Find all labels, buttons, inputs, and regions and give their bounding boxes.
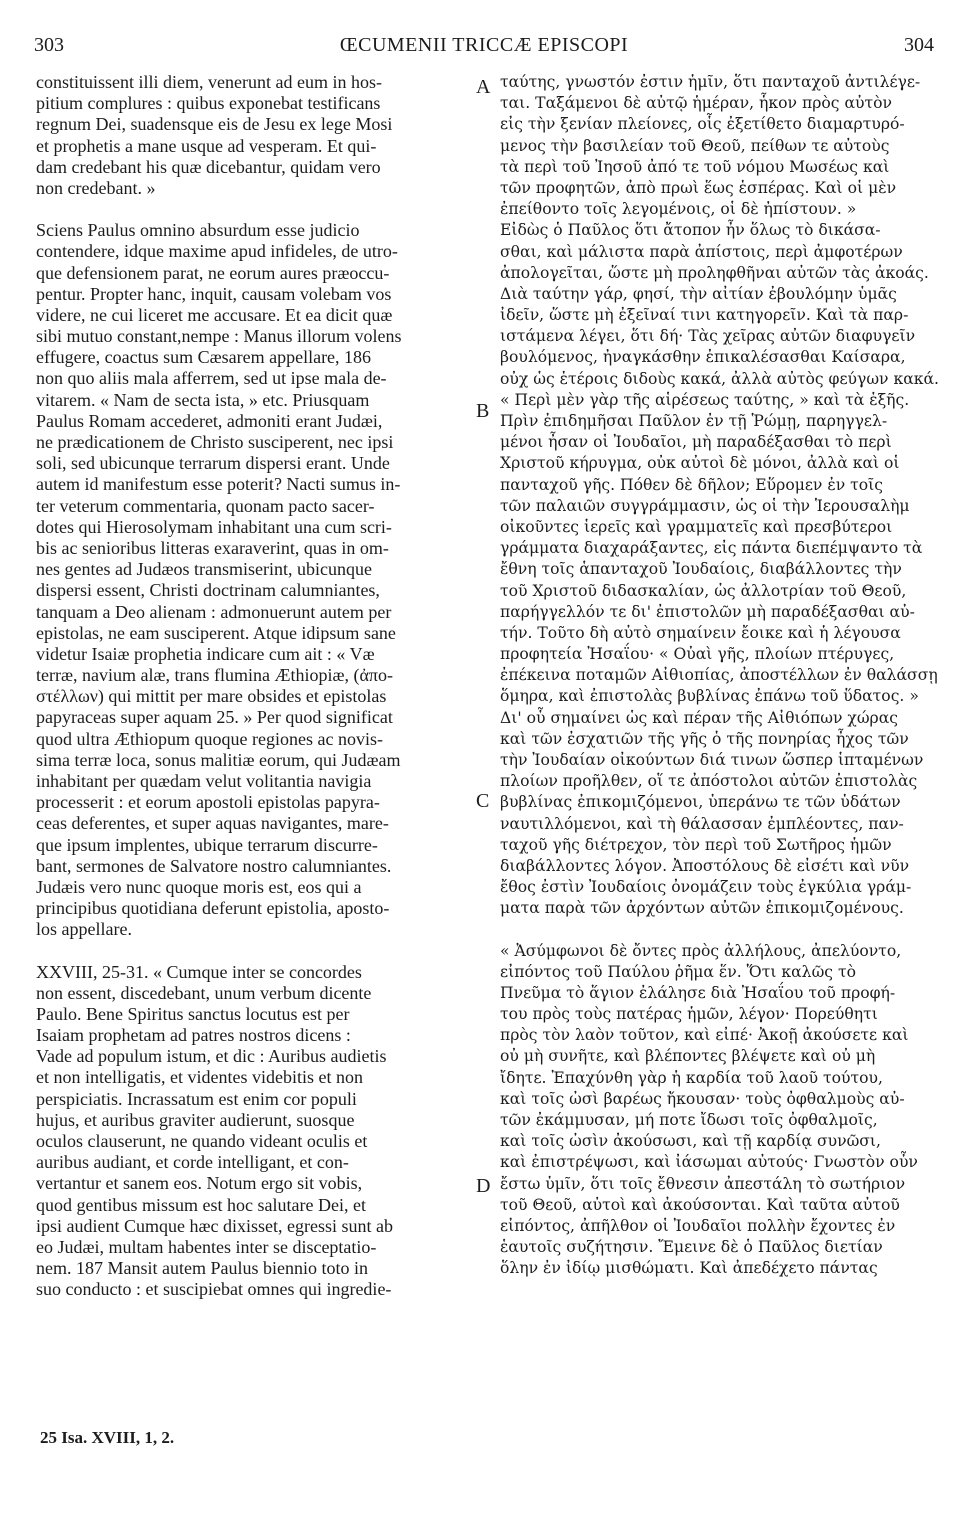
text-line: γράμματα διαχαράξαντες, εἰς πάντα διεπέμψαντο τὰ [500, 539, 923, 558]
text-line: pitium complures : quibus exponebat testificans [36, 93, 381, 114]
text-line: nem. 187 Mansit autem Paulus biennio toto in [36, 1258, 368, 1279]
text-line: ἔστω ὑμῖν, ὅτι τοῖς ἔθνεσιν ἀπεστάλη τὸ σωτήριον [500, 1174, 906, 1193]
text-line: διαβάλλοντες λόγον. Ἀποστόλους δὲ εἰσέτι καὶ νῦν [500, 856, 910, 875]
text-line: et non intelligatis, et videntes videbitis et non [36, 1067, 363, 1088]
page-number-left: 303 [34, 34, 64, 56]
text-line: μένοι ἦσαν οἱ Ἰουδαῖοι, μὴ παραδέξασθαι τὸ περὶ [500, 433, 892, 452]
text-line: sima terræ loca, sonus malitiæ eorum, qui Judæam [36, 749, 401, 770]
text-line: ἰδεῖν, ὥστε μὴ ἐξεῖναί τινι κατηγορεῖν. Καὶ τὰ παρ- [500, 306, 909, 325]
text-line: Vade ad populum istum, et dic : Auribus audietis [36, 1046, 387, 1067]
greek-column [500, 72, 939, 1280]
text-line: quod ultra Æthiopum quoque regiones ac novis- [36, 728, 383, 749]
latin-column [36, 72, 468, 1301]
text-line: soli, sed ubicunque terrarum dispersi erant. Unde [36, 453, 390, 474]
text-line: ἀπολογεῖται, ὥστε μὴ προληφθῆναι αὐτῶν τὰς ἀκοάς. [500, 263, 929, 282]
latin-block-2 [36, 220, 468, 940]
text-line: καὶ ἐπιστρέψωσι, καὶ ἰάσωμαι αὐτούς· Γνωστὸν οὖν [500, 1153, 918, 1172]
text-line: βυβλίνας ἐπικομιζόμενοι, ὑπεράνω τε τῶν ὑδάτων [500, 793, 901, 812]
text-line: τῶν προφητῶν, ἀπὸ πρωὶ ἕως ἑσπέρας. Καὶ οἱ μὲν [500, 178, 897, 197]
text-line: principibus quotidiana deferunt epistolia, aposto- [36, 898, 390, 919]
latin-block-3 [36, 962, 468, 1301]
text-line: ter veterum commentaria, quonam pacto sacer- [36, 495, 375, 516]
text-line: ἐπέκεινα ποταμῶν Αἰθιοπίας, ἀποστέλλων ἐν θαλάσσῃ [500, 666, 938, 685]
text-line: ἐπείθοντο τοῖς λεγομένοις, οἱ δὲ ἠπίστουν. » [500, 200, 857, 219]
text-line: ne prædicationem de Christo susciperent, nec ipsi [36, 432, 394, 452]
text-line: bant, sermones de Salvatore nostro calumniantes. [36, 855, 392, 876]
text-line: suo conducto : et suscipiebat omnes qui ingredie- [36, 1279, 392, 1300]
text-line: ἔθος ἐστὶν Ἰουδαίοις ὀνομάζειν τοὺς ἐγκύλια γράμ- [500, 878, 912, 897]
text-line: pentur. Propter hanc, inquit, causam volebam vos [36, 283, 392, 304]
text-line: οὐχ ὡς ἑτέροις διδοὺς κακά, ἀλλὰ αὐτὸς φεύγων κακά. [500, 369, 939, 388]
text-line: μενος τὴν βασιλείαν τοῦ Θεοῦ, πείθων τε αὐτοὺς [500, 136, 890, 155]
text-line: videtur Isaiæ prophetia indicare cum ait : « Væ [36, 643, 375, 664]
text-line: Δι' οὗ σημαίνει ὡς καὶ πέραν τῆς Αἰθιόπων χώρας [500, 708, 898, 727]
text-line: ταύτης, γνωστόν ἐστιν ἡμῖν, ὅτι πανταχοῦ ἀντιλέγε- [500, 73, 921, 91]
text-line: vitarem. « Nam de secta ista, » etc. Priusquam [36, 389, 370, 410]
text-line: dam credebant his quæ dicebantur, quidam vero [36, 156, 381, 177]
text-line: προφητεία Ἠσαΐου· « Οὐαὶ γῆς, πλοίων πτέρυγες, [500, 645, 895, 664]
text-line: καὶ τοῖς ὠσὶν ἀκούσωσι, καὶ τῇ καρδίᾳ συνῶσι, [500, 1132, 881, 1151]
footnote: 25 Isa. XVIII, 1, 2. [40, 1428, 175, 1447]
text-line: non quo aliis mala afferrem, sed ut ipse mala de- [36, 368, 387, 389]
text-line: ται. Ταξάμενοι δὲ αὐτῷ ἡμέραν, ἧκον πρὸς αὐτὸν [500, 94, 892, 113]
text-line: τὰ περὶ τοῦ Ἰησοῦ ἀπό τε τοῦ νόμου Μωσέως καὶ [500, 157, 890, 176]
greek-block-2 [500, 941, 932, 1280]
text-line: Judæis vero nunc quoque moris est, eos qui a [36, 876, 362, 897]
text-line: παρήγγελλόν τε δι' ἐπιστολῶν μὴ παραδέξασθαι αὐ- [500, 602, 915, 621]
text-line: que defensionem parat, ne eorum aures præoccu- [36, 262, 390, 283]
text-line: τοῦ Χριστοῦ διδασκαλίαν, ὡς ἀλλοτρίαν τοῦ Θεοῦ, [500, 581, 907, 600]
text-line: los appellare. [36, 919, 132, 940]
text-line: Paulo. Bene Spiritus sanctus locutus est per [36, 1003, 350, 1024]
text-line: vertantur et sanem eos. Notum ergo sit vobis, [36, 1173, 363, 1194]
text-line: quod gentibus missum est hoc salutare Dei, et [36, 1194, 366, 1215]
text-line: βουλόμενος, ἠναγκάσθην ἐπικαλέσασθαι Καίσαρα, [500, 348, 906, 367]
text-line: τῶν ἐκάμμυσαν, μή ποτε ἴδωσι τοῖς ὀφθαλμοῖς, [500, 1111, 878, 1129]
text-line: que ipsum implentes, ubique terrarum discurre- [36, 834, 378, 855]
text-line: τὴν Ἰουδαίαν οἰκούντων διά τινων ὥσπερ ἱπταμένων [500, 751, 924, 769]
text-line: του πρὸς τοὺς πατέρας ἡμῶν, λέγον· Πορεύθητι [500, 1005, 878, 1024]
text-line: ιστάμενα λέγει, ὅτι δή· Τὰς χεῖρας αὐτῶν διαφυγεῖν [500, 327, 916, 346]
text-line: videre, ne cui liceret me accusare. Et ea dicit quæ [36, 304, 393, 325]
text-line: εἰπόντος, ἀπῆλθον οἱ Ἰουδαῖοι πολλὴν ἔχοντες ἐν [500, 1216, 896, 1235]
text-line: πρὸς τὸν λαὸν τοῦτον, καὶ εἰπέ· Ἀκοῇ ἀκούσετε καὶ [500, 1026, 909, 1045]
text-line: ceas deferentes, et super aquas navigantes, mare- [36, 813, 389, 834]
text-line: « Ἀσύμφωνοι δὲ ὄντες πρὸς ἀλλήλους, ἀπελύοντο, [500, 941, 902, 960]
text-line: constituissent illi diem, venerunt ad eum in hos- [36, 72, 382, 92]
text-line: Isaiam prophetam ad patres nostros dicens : [36, 1025, 351, 1046]
margin-marker-d: D [476, 1175, 491, 1197]
text-line: non essent, discedebant, unum verbum dicente [36, 982, 372, 1003]
text-line: contendere, idque maxime apud infideles, de utro- [36, 241, 398, 262]
greek-block-1 [500, 72, 939, 920]
text-line: nes gentes ad Judæos transmiserint, ubicunque [36, 559, 372, 580]
text-line: στέλλων) qui mittit per mare obsides et epistolas [36, 686, 387, 707]
text-line: inhabitant per quædam velut volitantia navigia [36, 771, 372, 791]
text-line: sibi mutuo constant,nempe : Manus illorum volens [36, 326, 402, 347]
text-line: hujus, et auribus graviter audierunt, suosque [36, 1109, 355, 1130]
running-title: ŒCUMENII TRICCÆ EPISCOPI [339, 34, 629, 56]
text-line: Εἰδὼς ὁ Παῦλος ὅτι ἄτοπον ἦν ὅλως τὸ δικάσα- [500, 221, 881, 240]
text-line: Πρὶν ἐπιδημῆσαι Παῦλον ἐν τῇ Ῥώμῃ, παρηγγελ- [500, 412, 888, 430]
margin-marker-c: C [476, 790, 490, 812]
text-line: eo Judæi, multam habentes inter se disceptatio- [36, 1236, 377, 1257]
text-line: πανταχοῦ γῆς. Πόθεν δὲ δῆλον; Εὕρομεν ἐν τοῖς [500, 475, 884, 494]
text-line: τῶν παλαιῶν συγγράμμασιν, ὡς οἱ τὴν Ἱερουσαλὴμ [500, 496, 910, 515]
text-line: εἰπόντος τοῦ Παύλου ῥῆμα ἕν. Ὅτι καλῶς τὸ [500, 962, 856, 981]
text-line: « Περὶ μὲν γὰρ τῆς αἱρέσεως ταύτης, » καὶ τὰ ἑξῆς. [500, 390, 910, 409]
text-line: οὐ μὴ συνῆτε, καὶ βλέποντες βλέψετε καὶ οὐ μὴ [500, 1047, 876, 1066]
text-line: dotes qui Hierosolymam inhabitant una cum scri- [36, 516, 392, 537]
latin-block-1 [36, 72, 468, 199]
margin-marker-a: A [476, 76, 491, 98]
text-line: Sciens Paulus omnino absurdum esse judicio [36, 220, 360, 241]
text-line: tanquam a Deo alienam : admonuerunt autem per [36, 601, 392, 622]
text-line: et prophetis a mane usque ad vesperam. Et qui- [36, 135, 377, 156]
text-line: ὅμηρα, καὶ ἐπιστολὰς βυβλίνας ἐπάνω τοῦ ὕδατος. » [500, 687, 919, 706]
text-line: autem id manifestum esse poterit? Nacti sumus in- [36, 474, 401, 495]
text-line: epistolas, ne eam susciperent. Atque idipsum sane [36, 622, 396, 643]
text-line: πλοίων προῆλθεν, οἵ τε ἀπόστολοι αὐτῶν ἐπιστολὰς [500, 772, 918, 791]
text-line: εἰς τὴν ξενίαν πλείονες, οἷς ἐξετίθετο διαμαρτυρό- [500, 115, 905, 134]
text-line: καὶ τοῖς ὠσὶ βαρέως ἤκουσαν· τοὺς ὀφθαλμοὺς αὐ- [500, 1089, 905, 1108]
text-line: non credebant. » [36, 177, 156, 198]
text-line: bis ac senioribus litteras exaraverint, quas in om- [36, 537, 389, 558]
text-line: ἔθνη τοῖς ἁπανταχοῦ Ἰουδαίοις, διαβάλλοντες τὴν [500, 560, 902, 579]
text-line: τήν. Τοῦτο δὴ αὐτὸ σημαίνειν ἔοικε καὶ ἡ λέγουσα [500, 623, 901, 642]
text-line: Διὰ ταύτην γάρ, φησί, τὴν αἰτίαν ἐβουλόμην ὑμᾶς [500, 284, 897, 303]
text-line: dispersi essent, Christi doctrinam calumniantes, [36, 580, 380, 601]
text-line: καὶ τῶν ἐσχατιῶν τῆς γῆς ὁ τῆς πονηρίας ἦχος τῶν [500, 729, 909, 748]
margin-marker-b: B [476, 400, 490, 422]
text-line: regnum Dei, suadensque eis de Jesu ex lege Mosi [36, 114, 393, 135]
text-line: ματα παρὰ τῶν ἀρχόντων αὐτῶν ἐπικομιζομένους. [500, 899, 904, 918]
text-line: ἴδητε. Ἐπαχύνθη γὰρ ἡ καρδία τοῦ λαοῦ τούτου, [500, 1068, 883, 1087]
text-line: XXVIII, 25-31. « Cumque inter se concordes [36, 961, 362, 982]
text-line: σθαι, καὶ μάλιστα παρὰ ἀπίστοις, περὶ ἀμφοτέρων [500, 242, 903, 261]
text-line: processerit : et eorum apostoli epistolas papyra- [36, 792, 380, 813]
page-number-right: 304 [904, 34, 934, 56]
text-line: auribus audiant, et corde intelligant, et con- [36, 1152, 349, 1173]
text-line: Πνεῦμα τὸ ἅγιον ἐλάλησε διὰ Ἠσαΐου τοῦ προφή- [500, 983, 896, 1002]
text-line: τοῦ Θεοῦ, αὐτοὶ καὶ ἀκούσονται. Καὶ ταῦτα αὐτοῦ [500, 1195, 900, 1214]
text-line: perspiciatis. Incrassatum est enim cor populi [36, 1088, 357, 1109]
text-line: ἑαυτοῖς συζήτησιν. Ἔμεινε δὲ ὁ Παῦλος διετίαν [500, 1238, 883, 1257]
text-line: ταχοῦ γῆς διέτρεχον, τὸν περὶ τοῦ Σωτῆρος ἡμῶν [500, 835, 892, 854]
text-line: Χριστοῦ κήρυγμα, οὐκ αὐτοὶ δὲ μόνοι, ἀλλὰ καὶ οἱ [500, 454, 900, 473]
text-line: ναυτιλλόμενοι, καὶ τὴ θάλασσαν ἐμπλέοντες, παν- [500, 814, 904, 833]
text-line: terræ, navium alæ, trans flumina Æthiopiæ, (ἀπο- [36, 665, 393, 686]
text-line: οἰκοῦντες ἱερεῖς καὶ γραμματεῖς καὶ πρεσβύτεροι [500, 517, 893, 536]
page-header [34, 34, 934, 64]
text-line: papyraceas super aquam 25. » Per quod significat [36, 707, 393, 728]
text-line: ipsi audient Cumque hæc dixisset, egressi sunt ab [36, 1215, 393, 1236]
text-line: effugere, coactus sum Cæsarem appellare, 186 [36, 347, 372, 368]
text-line: Paulus Romam accederet, admoniti erant Judæi, [36, 410, 383, 431]
text-line: oculos clauserunt, ne quando videant oculis et [36, 1131, 368, 1151]
text-line: ὅλην ἐν ἰδίῳ μισθώματι. Καὶ ἀπεδέχετο πάντας [500, 1259, 878, 1278]
